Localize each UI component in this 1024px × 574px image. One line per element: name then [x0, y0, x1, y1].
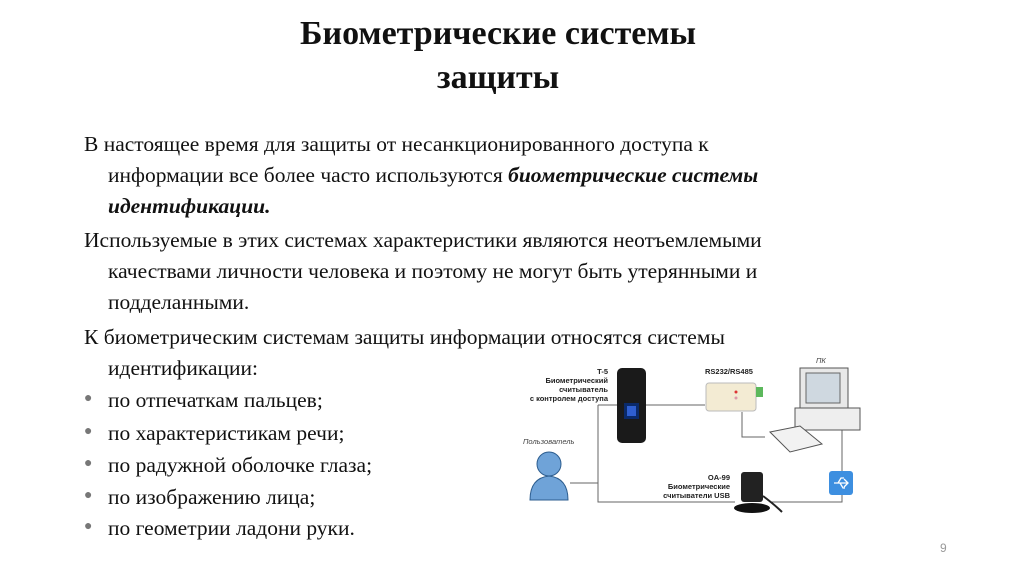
rs-converter-icon: [706, 383, 763, 411]
para2-line3: подделанными.: [108, 290, 250, 314]
bullet-dot: ●: [84, 424, 93, 439]
para1-text: информации все более часто используются: [108, 163, 509, 187]
rs-label: RS232/RS485: [705, 367, 753, 376]
para1-line1: В настоящее время для защиты от несанкционированного доступа к: [84, 132, 709, 156]
bullet-dot: ●: [84, 519, 93, 534]
para1-line3: идентификации.: [108, 194, 271, 218]
user-label: Пользователь: [523, 437, 575, 446]
bullet-item: по характеристикам речи;: [108, 421, 345, 445]
slide-title-line2: защиты: [437, 59, 560, 96]
bullet-dot: ●: [84, 456, 93, 471]
bullet-item: по радужной оболочке глаза;: [108, 453, 373, 477]
t5-label: T-5: [597, 367, 608, 376]
user-icon: [530, 452, 568, 500]
para3-line2: идентификации:: [108, 356, 258, 380]
para3-line1: К биометрическим системам защиты информации относятся системы: [84, 325, 725, 349]
bullet-item: по изображению лица;: [108, 485, 316, 509]
para2-line2: качествами личности человека и поэтому не могут быть утерянными и: [108, 259, 758, 283]
oa99-label: OA-99: [707, 473, 730, 482]
pc-label: ПК: [816, 356, 826, 365]
page-number: 9: [940, 541, 947, 555]
t5-label: считыватель: [559, 385, 608, 394]
bullet-item: по отпечаткам пальцев;: [108, 388, 323, 412]
bullet-dot: ●: [84, 391, 93, 406]
usb-icon: [829, 471, 853, 495]
oa99-reader-icon: [734, 472, 782, 513]
t5-label: Биометрический: [545, 376, 608, 385]
t5-reader-icon: [617, 368, 646, 443]
pc-icon: [770, 368, 860, 452]
para1-emphasis: биометрические системы: [508, 163, 759, 187]
bullet-item: по геометрии ладони руки.: [108, 516, 355, 540]
oa99-label: считыватели USB: [663, 491, 730, 500]
bullet-dot: ●: [84, 488, 93, 503]
para2-line1: Используемые в этих системах характеристики являются неотъемлемыми: [84, 228, 762, 252]
t5-label: с контролем доступа: [529, 394, 608, 403]
oa99-label: Биометрические: [667, 482, 730, 491]
slide-title-line1: Биометрические системы: [300, 15, 697, 52]
